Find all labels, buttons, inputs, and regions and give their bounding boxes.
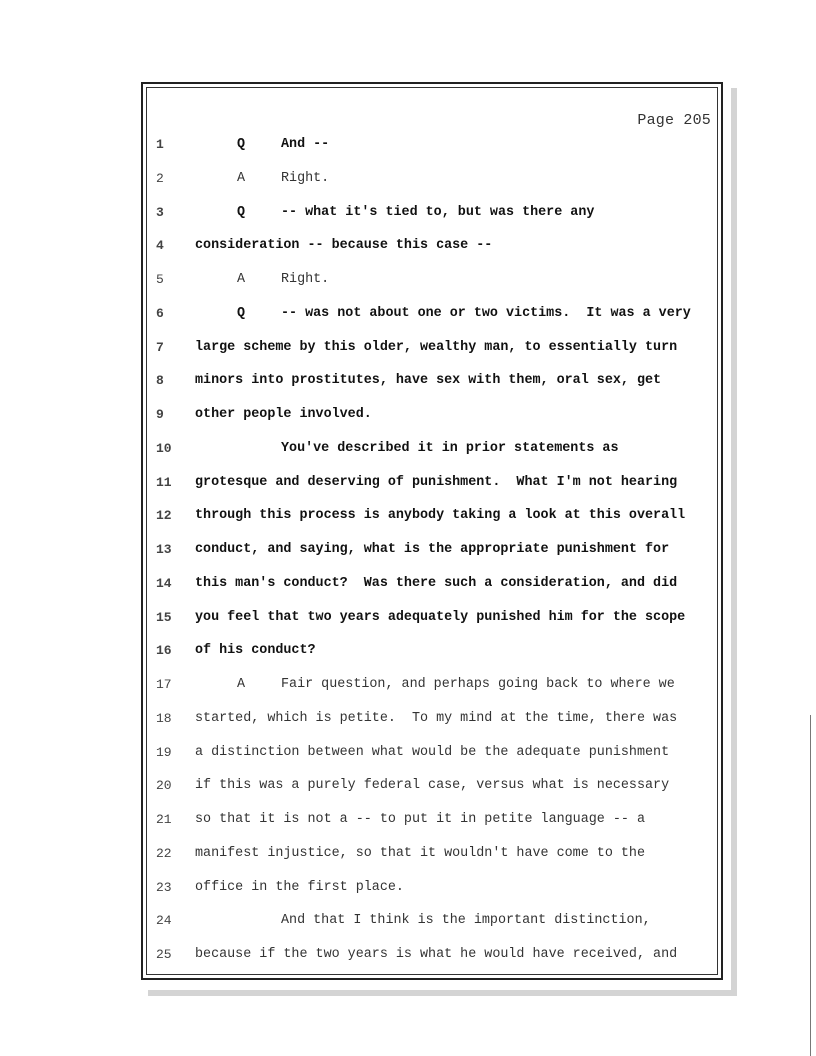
- transcript-line: [0, 880, 816, 902]
- speaker-label: Q: [237, 204, 246, 220]
- line-number: 2: [156, 170, 164, 186]
- line-text: Right.: [281, 170, 330, 186]
- page-number: Page 205: [637, 112, 711, 129]
- transcript-line: [0, 306, 816, 328]
- line-text: started, which is petite. To my mind at the time, there was: [195, 710, 678, 726]
- line-text: conduct, and saying, what is the appropriate punishment for: [195, 542, 670, 557]
- line-text: And that I think is the important distinction,: [281, 913, 651, 929]
- transcript-line: [0, 846, 816, 868]
- line-number: 15: [156, 609, 172, 625]
- scan-edge-line: [810, 715, 811, 1056]
- line-number: 25: [156, 947, 172, 962]
- line-text: because if the two years is what he would have received, and: [195, 947, 678, 962]
- line-number: 1: [156, 137, 164, 152]
- transcript-line: [0, 205, 816, 227]
- line-text: You've described it in prior statements as: [281, 440, 619, 456]
- line-number: 4: [156, 238, 164, 254]
- transcript-line: [0, 373, 816, 395]
- transcript-line: [0, 508, 816, 530]
- line-text: through this process is anybody taking a look at this overall: [195, 508, 686, 524]
- speaker-label: A: [237, 170, 246, 186]
- line-number: 21: [156, 812, 172, 827]
- line-number: 13: [156, 542, 172, 557]
- line-number: 20: [156, 778, 172, 794]
- transcript-line: [0, 441, 816, 463]
- line-number: 10: [156, 440, 172, 456]
- transcript-line: [0, 407, 816, 429]
- transcript-line: [0, 171, 816, 193]
- speaker-label: A: [237, 272, 246, 287]
- transcript-line: [0, 272, 816, 294]
- transcript-line: [0, 238, 816, 260]
- transcript-line: [0, 137, 816, 159]
- line-text: other people involved.: [195, 407, 372, 422]
- transcript-line: [0, 576, 816, 598]
- line-number: 9: [156, 407, 164, 422]
- line-number: 22: [156, 845, 172, 861]
- transcript-line: [0, 475, 816, 497]
- transcript-line: [0, 812, 816, 834]
- line-number: 18: [156, 710, 172, 726]
- line-text: so that it is not a -- to put it in petite language -- a: [195, 812, 645, 827]
- transcript-line: [0, 913, 816, 935]
- line-text: grotesque and deserving of punishment. What I'm not hearing: [195, 474, 678, 490]
- line-text: consideration -- because this case --: [195, 238, 493, 254]
- speaker-label: A: [237, 677, 246, 692]
- line-text: if this was a purely federal case, versus what is necessary: [195, 778, 670, 794]
- line-number: 8: [156, 373, 164, 389]
- line-text: -- what it's tied to, but was there any: [281, 204, 595, 220]
- line-text: manifest injustice, so that it wouldn't have come to the: [195, 845, 645, 861]
- transcript-line: [0, 711, 816, 733]
- line-number: 3: [156, 204, 164, 220]
- line-text: Right.: [281, 272, 330, 287]
- line-text: you feel that two years adequately punished him for the scope: [195, 609, 686, 625]
- line-number: 14: [156, 575, 172, 591]
- transcript-line: [0, 778, 816, 800]
- line-number: 17: [156, 677, 172, 692]
- line-text: of his conduct?: [195, 643, 316, 659]
- transcript-line: [0, 610, 816, 632]
- line-number: 7: [156, 339, 164, 355]
- line-text: large scheme by this older, wealthy man, to essentially turn: [195, 339, 678, 355]
- line-number: 16: [156, 643, 172, 659]
- transcript-line: [0, 745, 816, 767]
- speaker-label: Q: [237, 137, 246, 152]
- transcript-line: [0, 542, 816, 564]
- transcript-line: [0, 947, 816, 969]
- line-text: And --: [281, 137, 330, 152]
- line-text: minors into prostitutes, have sex with them, oral sex, get: [195, 373, 662, 389]
- line-number: 11: [156, 474, 172, 490]
- line-text: -- was not about one or two victims. It was a very: [281, 305, 691, 321]
- line-number: 6: [156, 305, 164, 321]
- speaker-label: Q: [237, 305, 246, 321]
- line-number: 12: [156, 508, 172, 524]
- line-number: 5: [156, 272, 164, 287]
- line-text: office in the first place.: [195, 879, 404, 895]
- line-text: Fair question, and perhaps going back to where we: [281, 677, 675, 692]
- line-number: 24: [156, 913, 172, 929]
- transcript-line: [0, 677, 816, 699]
- transcript-line: [0, 643, 816, 665]
- line-text: a distinction between what would be the adequate punishment: [195, 744, 670, 760]
- line-number: 19: [156, 744, 172, 760]
- line-number: 23: [156, 879, 172, 895]
- line-text: this man's conduct? Was there such a consideration, and did: [195, 575, 678, 591]
- transcript-line: [0, 340, 816, 362]
